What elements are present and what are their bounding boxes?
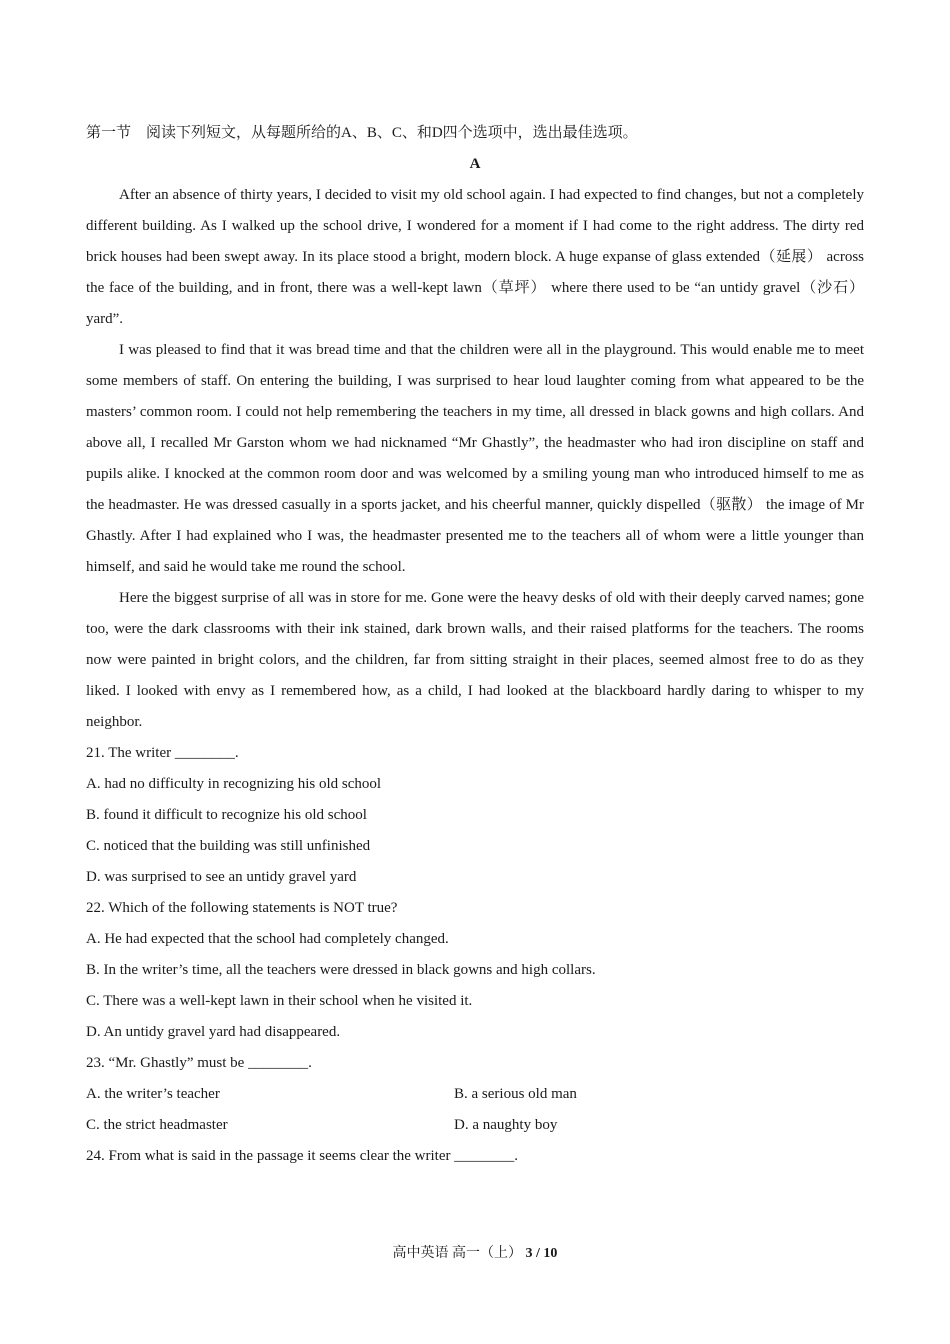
footer-label: 高中英语 高一（上）: [392, 1246, 523, 1261]
option-d: D. a naughty boy: [454, 1117, 558, 1133]
option-a: A. the writer’s teacher: [86, 1086, 220, 1102]
option-a: A. had no difficulty in recognizing his old school: [86, 776, 382, 792]
question-stem: 24. From what is said in the passage it seems clear the writer ________.: [86, 1148, 518, 1164]
option-c: C. the strict headmaster: [86, 1117, 228, 1133]
question-stem: 22. Which of the following statements is NOT true?: [86, 900, 398, 916]
option-b: B. a serious old man: [454, 1086, 577, 1102]
passage-title: A: [469, 156, 481, 172]
section-instruction: 第一节 阅读下列短文，从每题所给的A、B、C、和D四个选项中，选出最佳选项。: [86, 125, 638, 141]
page-number: 3 / 10: [525, 1246, 558, 1261]
option-b: B. found it difficult to recognize his old school: [86, 807, 367, 823]
question-24: [86, 1141, 864, 1172]
option-a: A. He had expected that the school had completely changed.: [86, 931, 449, 947]
question-23: [86, 1048, 864, 1141]
option-d: D. was surprised to see an untidy gravel yard: [86, 869, 357, 885]
page-footer: [0, 1244, 950, 1264]
passage-paragraph-2: I was pleased to find that it was bread time and that the children were all in the playground. This would enable me to meet some members of staff. On entering the building, I was surprised to hear loud laughter coming from what appeared to be the masters’ common room. I could not help remembering the teachers in my time, all dressed in black gowns and high collars. And above all, I recalled Mr Garston whom we had nicknamed “Mr Ghastly”, the headmaster who had iron discipline on staff and pupils alike. I knocked at the common room door and was welcomed by a smiling young man who introduced himself to me as the headmaster. He was dressed casually in a sports jacket, and his cheerful manner, quickly dispelled（驱散） the image of Mr Ghastly. After I had explained who I was, the headmaster presented me to the teachers all of whom were a little younger than himself, and said he would take me round the school.: [86, 342, 864, 575]
page-content: [86, 118, 864, 1172]
option-d: D. An untidy gravel yard had disappeared.: [86, 1024, 341, 1040]
passage-paragraph-1: After an absence of thirty years, I decided to visit my old school again. I had expected to find changes, but not a completely different building. As I walked up the school drive, I wondered for a moment if I had come to the right address. The dirty red brick houses had been swept away. In its place stood a bright, modern block. A huge expanse of glass extended（延展） across the face of the building, and in front, there was a well-kept lawn（草坪） where there used to be “an untidy gravel（沙石） yard”.: [86, 187, 864, 327]
question-21: [86, 738, 864, 893]
options-row-2: [86, 1110, 864, 1141]
options-row-1: [86, 1079, 864, 1110]
question-22: [86, 893, 864, 1048]
option-c: C. noticed that the building was still unfinished: [86, 838, 371, 854]
option-b: B. In the writer’s time, all the teachers were dressed in black gowns and high collars.: [86, 962, 596, 978]
question-stem: 23. “Mr. Ghastly” must be ________.: [86, 1055, 312, 1071]
option-c: C. There was a well-kept lawn in their school when he visited it.: [86, 993, 473, 1009]
question-stem: 21. The writer ________.: [86, 745, 239, 761]
passage-paragraph-3: Here the biggest surprise of all was in store for me. Gone were the heavy desks of old with their deeply carved names; gone too, were the dark classrooms with their ink stained, dark brown walls, and their raised platforms for the teachers. The rooms now were painted in bright colors, and the children, far from sitting straight in their places, seemed almost free to do as they liked. I looked with envy as I remembered how, as a child, I had looked at the blackboard hardly daring to whisper to my neighbor.: [86, 590, 864, 730]
